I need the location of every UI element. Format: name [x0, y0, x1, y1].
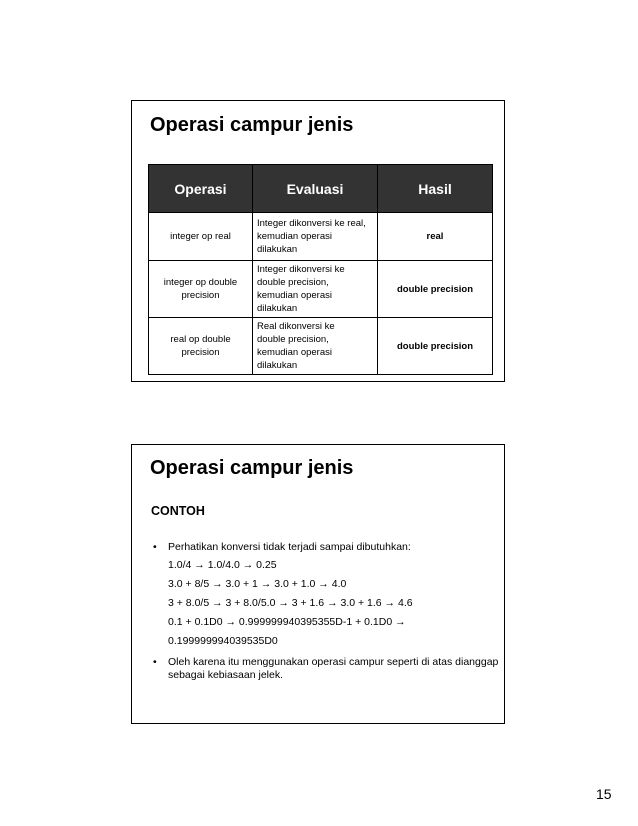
cell-line: Integer dikonversi ke real, [257, 218, 366, 229]
cell-line: precision [181, 290, 220, 301]
page-number: 15 [596, 786, 612, 802]
table-row [149, 261, 493, 318]
bullet-point: • [153, 541, 157, 553]
cell-line: Integer dikonversi ke [257, 264, 345, 275]
bullet-point: • [153, 656, 157, 668]
table-row [149, 318, 493, 375]
bullet-1-text: Perhatikan konversi tidak terjadi sampai dibutuhkan: [168, 541, 411, 553]
cell-operasi [149, 261, 253, 318]
table-row [149, 213, 493, 261]
cell-line: dilakukan [257, 303, 298, 314]
cell-evaluasi [253, 261, 378, 318]
cell-operasi [149, 318, 253, 375]
slide-2 [131, 444, 505, 724]
slide-1 [131, 100, 505, 382]
cell-line: dilakukan [257, 244, 298, 255]
cell-line: kemudian operasi [257, 231, 332, 242]
header-operasi: Operasi [149, 165, 253, 213]
cell-operasi [149, 213, 253, 261]
example-line: 3 + 8.0/5 → 3 + 8.0/5.0 → 3 + 1.6 → 3.0 + 1.6 → 4.6 [168, 597, 413, 609]
cell-line: precision [181, 347, 220, 358]
contoh-heading: CONTOH [151, 504, 205, 518]
cell-line: double precision, [257, 334, 329, 345]
cell-line: kemudian operasi [257, 290, 332, 301]
cell-line: Real dikonversi ke [257, 321, 335, 332]
cell-line: kemudian operasi [257, 347, 332, 358]
bullet-2-text [168, 656, 498, 682]
header-evaluasi: Evaluasi [253, 165, 378, 213]
bullet-2-line: Oleh karena itu menggunakan operasi campur seperti di atas dianggap [168, 656, 499, 668]
cell-evaluasi [253, 213, 378, 261]
cell-hasil: real [378, 213, 493, 261]
cell-line: integer op double [163, 277, 238, 288]
slide-1-title: Operasi campur jenis [150, 114, 354, 136]
header-hasil: Hasil [378, 165, 493, 213]
cell-hasil: double precision [378, 318, 493, 375]
cell-text: integer op real [170, 231, 231, 242]
example-line: 0.1 + 0.1D0 → 0.999999940395355D-1 + 0.1D0 → [168, 616, 406, 628]
mixed-type-table [148, 164, 493, 375]
table-header-row [149, 165, 493, 213]
example-line: 3.0 + 8/5 → 3.0 + 1 → 3.0 + 1.0 → 4.0 [168, 578, 347, 590]
example-line: 1.0/4 → 1.0/4.0 → 0.25 [168, 559, 277, 571]
example-line: 0.199999994039535D0 [168, 635, 278, 647]
cell-evaluasi [253, 318, 378, 375]
cell-line: real op double [170, 334, 231, 345]
cell-line: dilakukan [257, 360, 298, 371]
cell-hasil: double precision [378, 261, 493, 318]
slide-2-title: Operasi campur jenis [150, 457, 354, 479]
bullet-2-line: sebagai kebiasaan jelek. [168, 669, 283, 681]
cell-line: double precision, [257, 277, 329, 288]
